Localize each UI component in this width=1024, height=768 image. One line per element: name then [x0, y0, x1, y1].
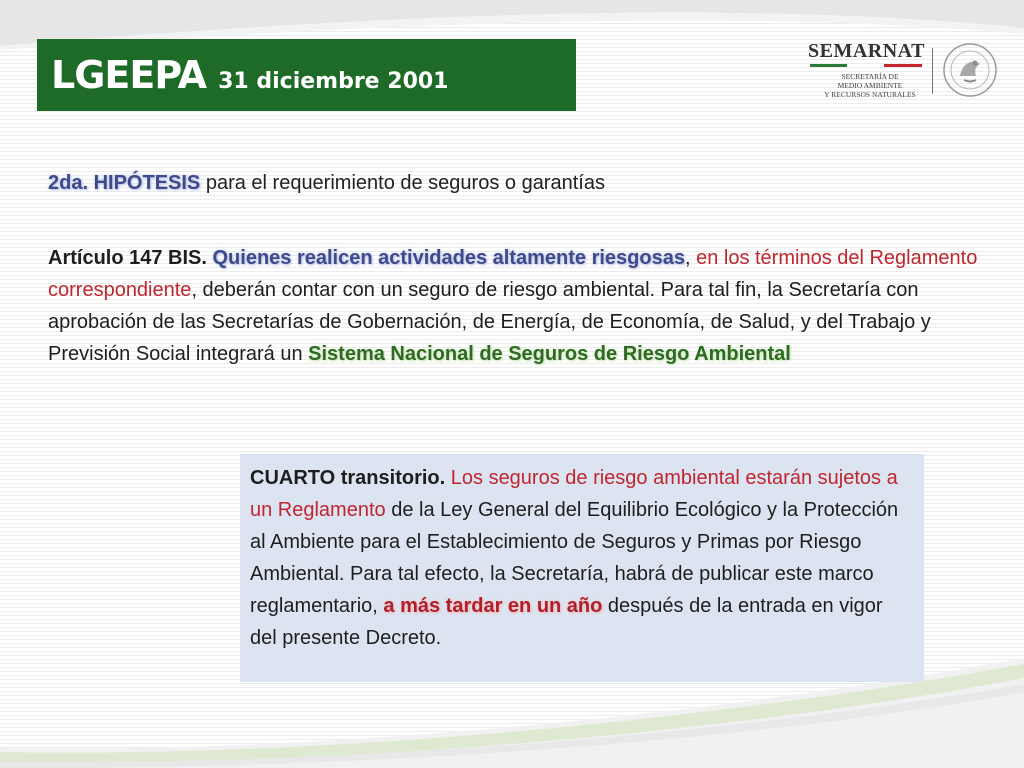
- mexico-coat-of-arms-icon: [942, 42, 998, 98]
- article-red-reference: en los términos del Reglamento correspondiente: [48, 247, 978, 301]
- page-title: LGEEPA: [51, 53, 207, 97]
- logo-name: SEMARNAT: [808, 40, 925, 62]
- hypothesis-line: [48, 172, 948, 195]
- hypothesis-text: para el requerimiento de seguros o garantías: [200, 172, 605, 194]
- article-147-bis-paragraph: Artículo 147 BIS. Quienes realicen actividades altamente riesgosas, en los términos del Reglamento correspondiente, deberán contar con un seguro de riesgo ambiental. Para tal fin, la Secretaría con aprobación de las Secretarías de Gobernación, de Energía, de Economía, de Salud, y del Trabajo y Previsión Social integrará un Sistema Nacional de Seguros de Riesgo Ambiental: [48, 247, 978, 365]
- title-bar: [37, 39, 576, 111]
- article-highlight-actors: Quienes realicen actividades altamente riesgosas: [212, 247, 685, 269]
- title-date: 31 diciembre 2001: [218, 69, 449, 94]
- semarnat-logo: [800, 40, 1010, 100]
- transitory-body: de la Ley General del Equilibrio Ecológico y la Protección al Ambiente para el Establecimiento de Seguros y Primas por Riesgo Ambiental. Para tal efecto, la Secretaría, habrá de publicar este marco reglamentario,: [250, 499, 899, 617]
- article-body: , deberán contar con un seguro de riesgo ambiental. Para tal fin, la Secretaría con aprobación de las Secretarías de Gobernación, de Energía, de Economía, de Salud, y del Trabajo y Previsión Social integrará un: [48, 279, 931, 365]
- transitory-label: CUARTO transitorio.: [250, 467, 446, 489]
- hypothesis-label: 2da. HIPÓTESIS: [48, 172, 201, 194]
- article-label: Artículo 147 BIS.: [48, 247, 207, 269]
- transitory-deadline-highlight: a más tardar en un año: [383, 595, 603, 617]
- article-highlight-system: Sistema Nacional de Seguros de Riesgo Ambiental: [308, 343, 791, 365]
- logo-divider: [932, 48, 933, 94]
- transitory-body-end: después de la entrada en vigor del presente Decreto.: [250, 595, 883, 649]
- logo-subtitle: SECRETARÍA DE MEDIO AMBIENTE Y RECURSOS NATURALES: [824, 72, 916, 99]
- transitory-box: [240, 454, 924, 682]
- transitory-red-text: Los seguros de riesgo ambiental estarán sujetos a un Reglamento: [250, 467, 898, 521]
- logo-tricolor-line: [810, 64, 922, 67]
